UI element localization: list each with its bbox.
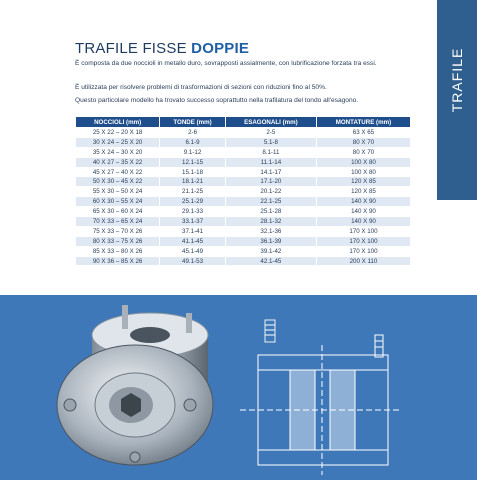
table-cell: 55 X 30 – 50 X 24 (76, 187, 160, 197)
product-illustration (0, 295, 477, 480)
table-row (76, 236, 411, 246)
table-cell: 120 X 85 (316, 177, 410, 187)
header-noccioli: NOCCIOLI (mm) (76, 117, 160, 128)
title-normal: TRAFILE FISSE (75, 40, 192, 57)
table-row (76, 246, 411, 256)
table-cell: 65 X 30 – 60 X 24 (76, 207, 160, 217)
description-paragraph-3: Questo particolare modello ha trovato successo soprattutto nella trafilatura del tondo all'esagono. (75, 97, 359, 104)
section-tab-label: TRAFILE (449, 47, 465, 113)
die-photo (57, 305, 213, 465)
table-cell: 45.1-49 (160, 246, 226, 256)
table-cell: 170 X 100 (316, 246, 410, 256)
table-cell: 11.1-14 (225, 157, 316, 167)
table-cell: 75 X 33 – 70 X 26 (76, 226, 160, 236)
table-cell: 170 X 100 (316, 226, 410, 236)
table-cell: 60 X 30 – 55 X 24 (76, 197, 160, 207)
table-cell: 18.1-21 (160, 177, 226, 187)
product-image-band (0, 295, 477, 480)
table-cell: 2-6 (160, 128, 226, 138)
table-cell: 200 X 110 (316, 256, 410, 266)
table-row (76, 157, 411, 167)
table-cell: 6.1-9 (160, 137, 226, 147)
table-cell: 25 X 22 – 20 X 18 (76, 128, 160, 138)
table-cell: 12.1-15 (160, 157, 226, 167)
table-cell: 170 X 100 (316, 236, 410, 246)
table-row (76, 187, 411, 197)
table-cell: 42.1-45 (225, 256, 316, 266)
table-row (76, 256, 411, 266)
table-cell: 20.1-22 (225, 187, 316, 197)
table-cell: 45 X 27 – 40 X 22 (76, 167, 160, 177)
table-row (76, 167, 411, 177)
table-cell: 120 X 85 (316, 187, 410, 197)
table-cell: 2-5 (225, 128, 316, 138)
table-cell: 25.1-29 (160, 197, 226, 207)
title-bold: DOPPIE (191, 40, 250, 57)
table-cell: 63 X 65 (316, 128, 410, 138)
description-paragraph-2: È utilizzata per risolvere problemi di trasformazioni di sezioni con riduzioni fino al 50%. (75, 84, 327, 91)
header-tonde: TONDE (mm) (160, 117, 226, 128)
header-montature: MONTATURE (mm) (316, 117, 410, 128)
table-cell: 15.1-18 (160, 167, 226, 177)
table-cell: 33.1-37 (160, 217, 226, 227)
table-cell: 41.1-45 (160, 236, 226, 246)
table-cell: 140 X 90 (316, 207, 410, 217)
table-cell: 37.1-41 (160, 226, 226, 236)
table-cell: 21.1-25 (160, 187, 226, 197)
table-cell: 90 X 36 – 85 X 26 (76, 256, 160, 266)
table-cell: 30 X 24 – 25 X 20 (76, 137, 160, 147)
spec-table (75, 116, 411, 266)
table-cell: 49.1-53 (160, 256, 226, 266)
table-cell: 32.1-36 (225, 226, 316, 236)
table-cell: 8.1-11 (225, 147, 316, 157)
table-row (76, 177, 411, 187)
description-paragraph-1: È composta da due noccioli in metallo duro, sovrapposti assialmente, con lubrificazione forzata tra essi. (75, 60, 377, 67)
table-header-row (76, 117, 411, 128)
table-cell: 9.1-12 (160, 147, 226, 157)
page-title (75, 40, 249, 57)
table-cell: 35 X 24 – 30 X 20 (76, 147, 160, 157)
table-cell: 39.1-42 (225, 246, 316, 256)
section-tab (437, 0, 477, 200)
table-cell: 80 X 70 (316, 137, 410, 147)
table-cell: 5.1-8 (225, 137, 316, 147)
table-cell: 25.1-28 (225, 207, 316, 217)
table-row (76, 137, 411, 147)
table-cell: 40 X 27 – 35 X 22 (76, 157, 160, 167)
table-cell: 29.1-33 (160, 207, 226, 217)
header-esagonali: ESAGONALI (mm) (225, 117, 316, 128)
table-row (76, 197, 411, 207)
table-cell: 80 X 70 (316, 147, 410, 157)
table-cell: 36.1-39 (225, 236, 316, 246)
table-cell: 100 X 80 (316, 157, 410, 167)
table-cell: 80 X 33 – 75 X 26 (76, 236, 160, 246)
table-cell: 17.1-20 (225, 177, 316, 187)
table-row (76, 207, 411, 217)
table-cell: 100 X 80 (316, 167, 410, 177)
table-row (76, 226, 411, 236)
die-technical-drawing (240, 320, 400, 475)
table-cell: 70 X 33 – 65 X 24 (76, 217, 160, 227)
table-cell: 140 X 90 (316, 217, 410, 227)
table-cell: 14.1-17 (225, 167, 316, 177)
table-cell: 50 X 30 – 45 X 22 (76, 177, 160, 187)
table-cell: 22.1-25 (225, 197, 316, 207)
table-row (76, 128, 411, 138)
table-row (76, 147, 411, 157)
table-cell: 28.1-32 (225, 217, 316, 227)
table-cell: 85 X 33 – 80 X 26 (76, 246, 160, 256)
table-row (76, 217, 411, 227)
table-cell: 140 X 90 (316, 197, 410, 207)
